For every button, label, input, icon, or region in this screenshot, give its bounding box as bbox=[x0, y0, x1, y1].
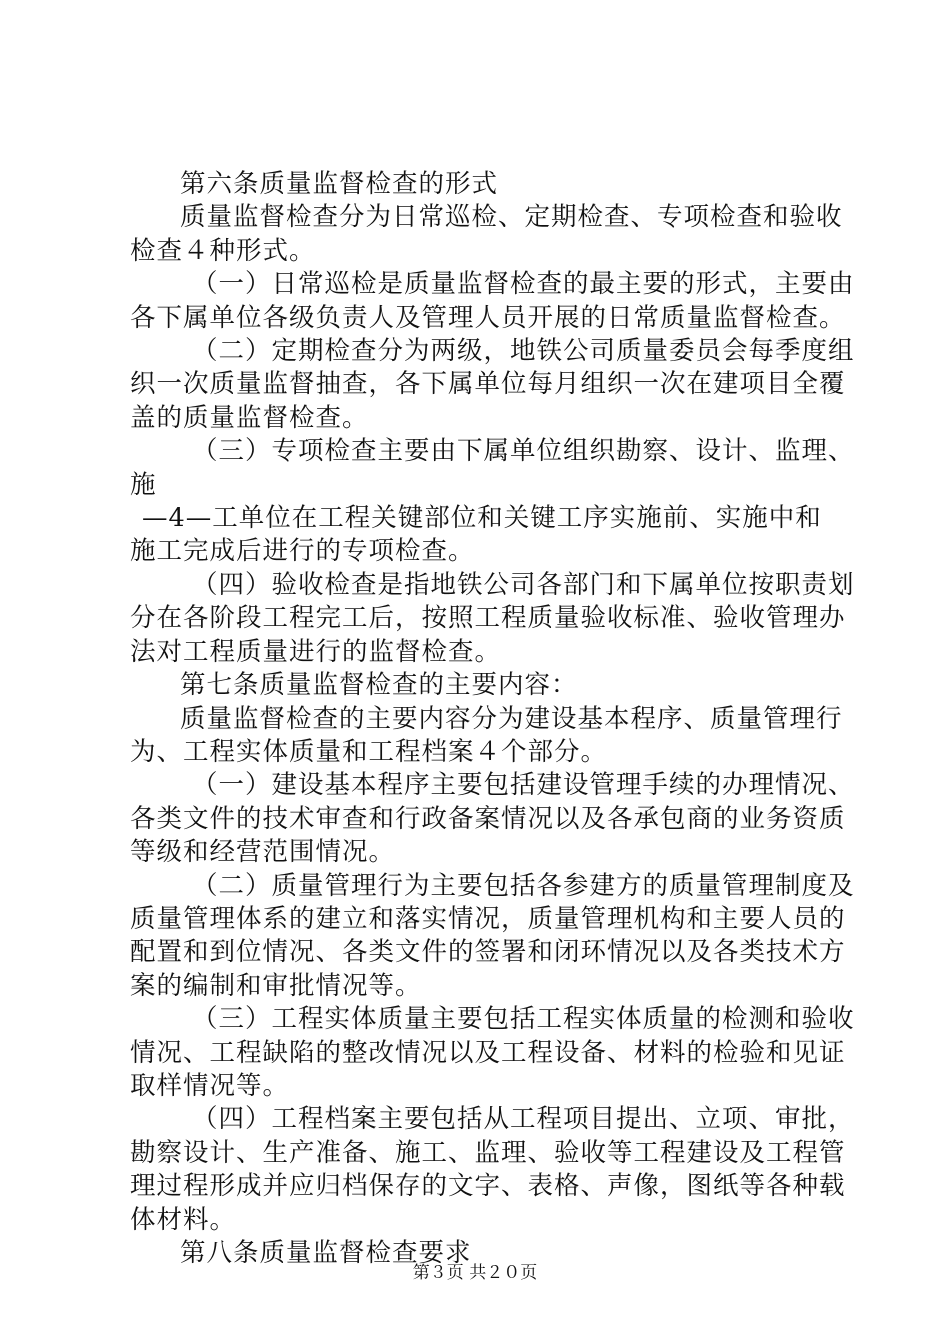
text-line: （四）验收检查是指地铁公司各部门和下属单位按职责划 bbox=[192, 569, 855, 600]
text-line: 体材料。 bbox=[130, 1204, 237, 1235]
text-line: （三）工程实体质量主要包括工程实体质量的检测和验收 bbox=[192, 1004, 855, 1035]
text-line: 配置和到位情况、各类文件的签署和闭环情况以及各类技术方 bbox=[130, 937, 846, 968]
text-line: 质量监督检查的主要内容分为建设基本程序、质量管理行 bbox=[180, 703, 843, 734]
text-line: 检查４种形式。 bbox=[130, 235, 316, 266]
text-line: 施 bbox=[130, 469, 157, 500]
text-line: （四）工程档案主要包括从工程项目提出、立项、审批， bbox=[192, 1104, 855, 1135]
text-line: （三）专项检查主要由下属单位组织勘察、设计、监理、 bbox=[192, 436, 855, 467]
text-line: 为、工程实体质量和工程档案４个部分。 bbox=[130, 736, 608, 767]
text-line: —4—工单位在工程关键部位和关键工序实施前、实施中和 bbox=[142, 503, 822, 534]
text-line: 各类文件的技术审查和行政备案情况以及各承包商的业务资质 bbox=[130, 803, 846, 834]
text-line: 取样情况等。 bbox=[130, 1070, 290, 1101]
document-body bbox=[130, 168, 855, 1270]
article-heading: 第八条质量监督检查要求 bbox=[180, 1238, 472, 1268]
article-heading: 第六条质量监督检查的形式 bbox=[180, 169, 499, 199]
text-line: 质量管理体系的建立和落实情况，质量管理机构和主要人员的 bbox=[130, 903, 846, 934]
text-line: 勘察设计、生产准备、施工、监理、验收等工程建设及工程管 bbox=[130, 1137, 846, 1168]
text-line: （一）日常巡检是质量监督检查的最主要的形式，主要由 bbox=[192, 269, 855, 300]
text-line: 各下属单位各级负责人及管理人员开展的日常质量监督检查。 bbox=[130, 302, 846, 333]
text-line: （二）定期检查分为两级，地铁公司质量委员会每季度组 bbox=[192, 336, 855, 367]
text-line: 织一次质量监督抽查，各下属单位每月组织一次在建项目全覆 bbox=[130, 369, 846, 400]
page-footer: 第３页 共２０页 bbox=[412, 1263, 538, 1283]
text-line: （二）质量管理行为主要包括各参建方的质量管理制度及 bbox=[192, 870, 855, 901]
text-line: 等级和经营范围情况。 bbox=[130, 837, 396, 868]
text-line: 案的编制和审批情况等。 bbox=[130, 970, 422, 1001]
text-line: （一）建设基本程序主要包括建设管理手续的办理情况、 bbox=[192, 770, 855, 801]
article-heading: 第七条质量监督检查的主要内容： bbox=[180, 670, 578, 701]
text-line: 法对工程质量进行的监督检查。 bbox=[130, 636, 502, 667]
text-line: 盖的质量监督检查。 bbox=[130, 402, 369, 433]
text-line: 质量监督检查分为日常巡检、定期检查、专项检查和验收 bbox=[180, 202, 843, 233]
text-line: 分在各阶段工程完工后，按照工程质量验收标准、验收管理办 bbox=[130, 603, 846, 634]
text-line: 理过程形成并应归档保存的文字、表格、声像，图纸等各种载 bbox=[130, 1171, 846, 1202]
text-line: 情况、工程缺陷的整改情况以及工程设备、材料的检验和见证 bbox=[130, 1037, 846, 1068]
text-line: 施工完成后进行的专项检查。 bbox=[130, 536, 475, 567]
